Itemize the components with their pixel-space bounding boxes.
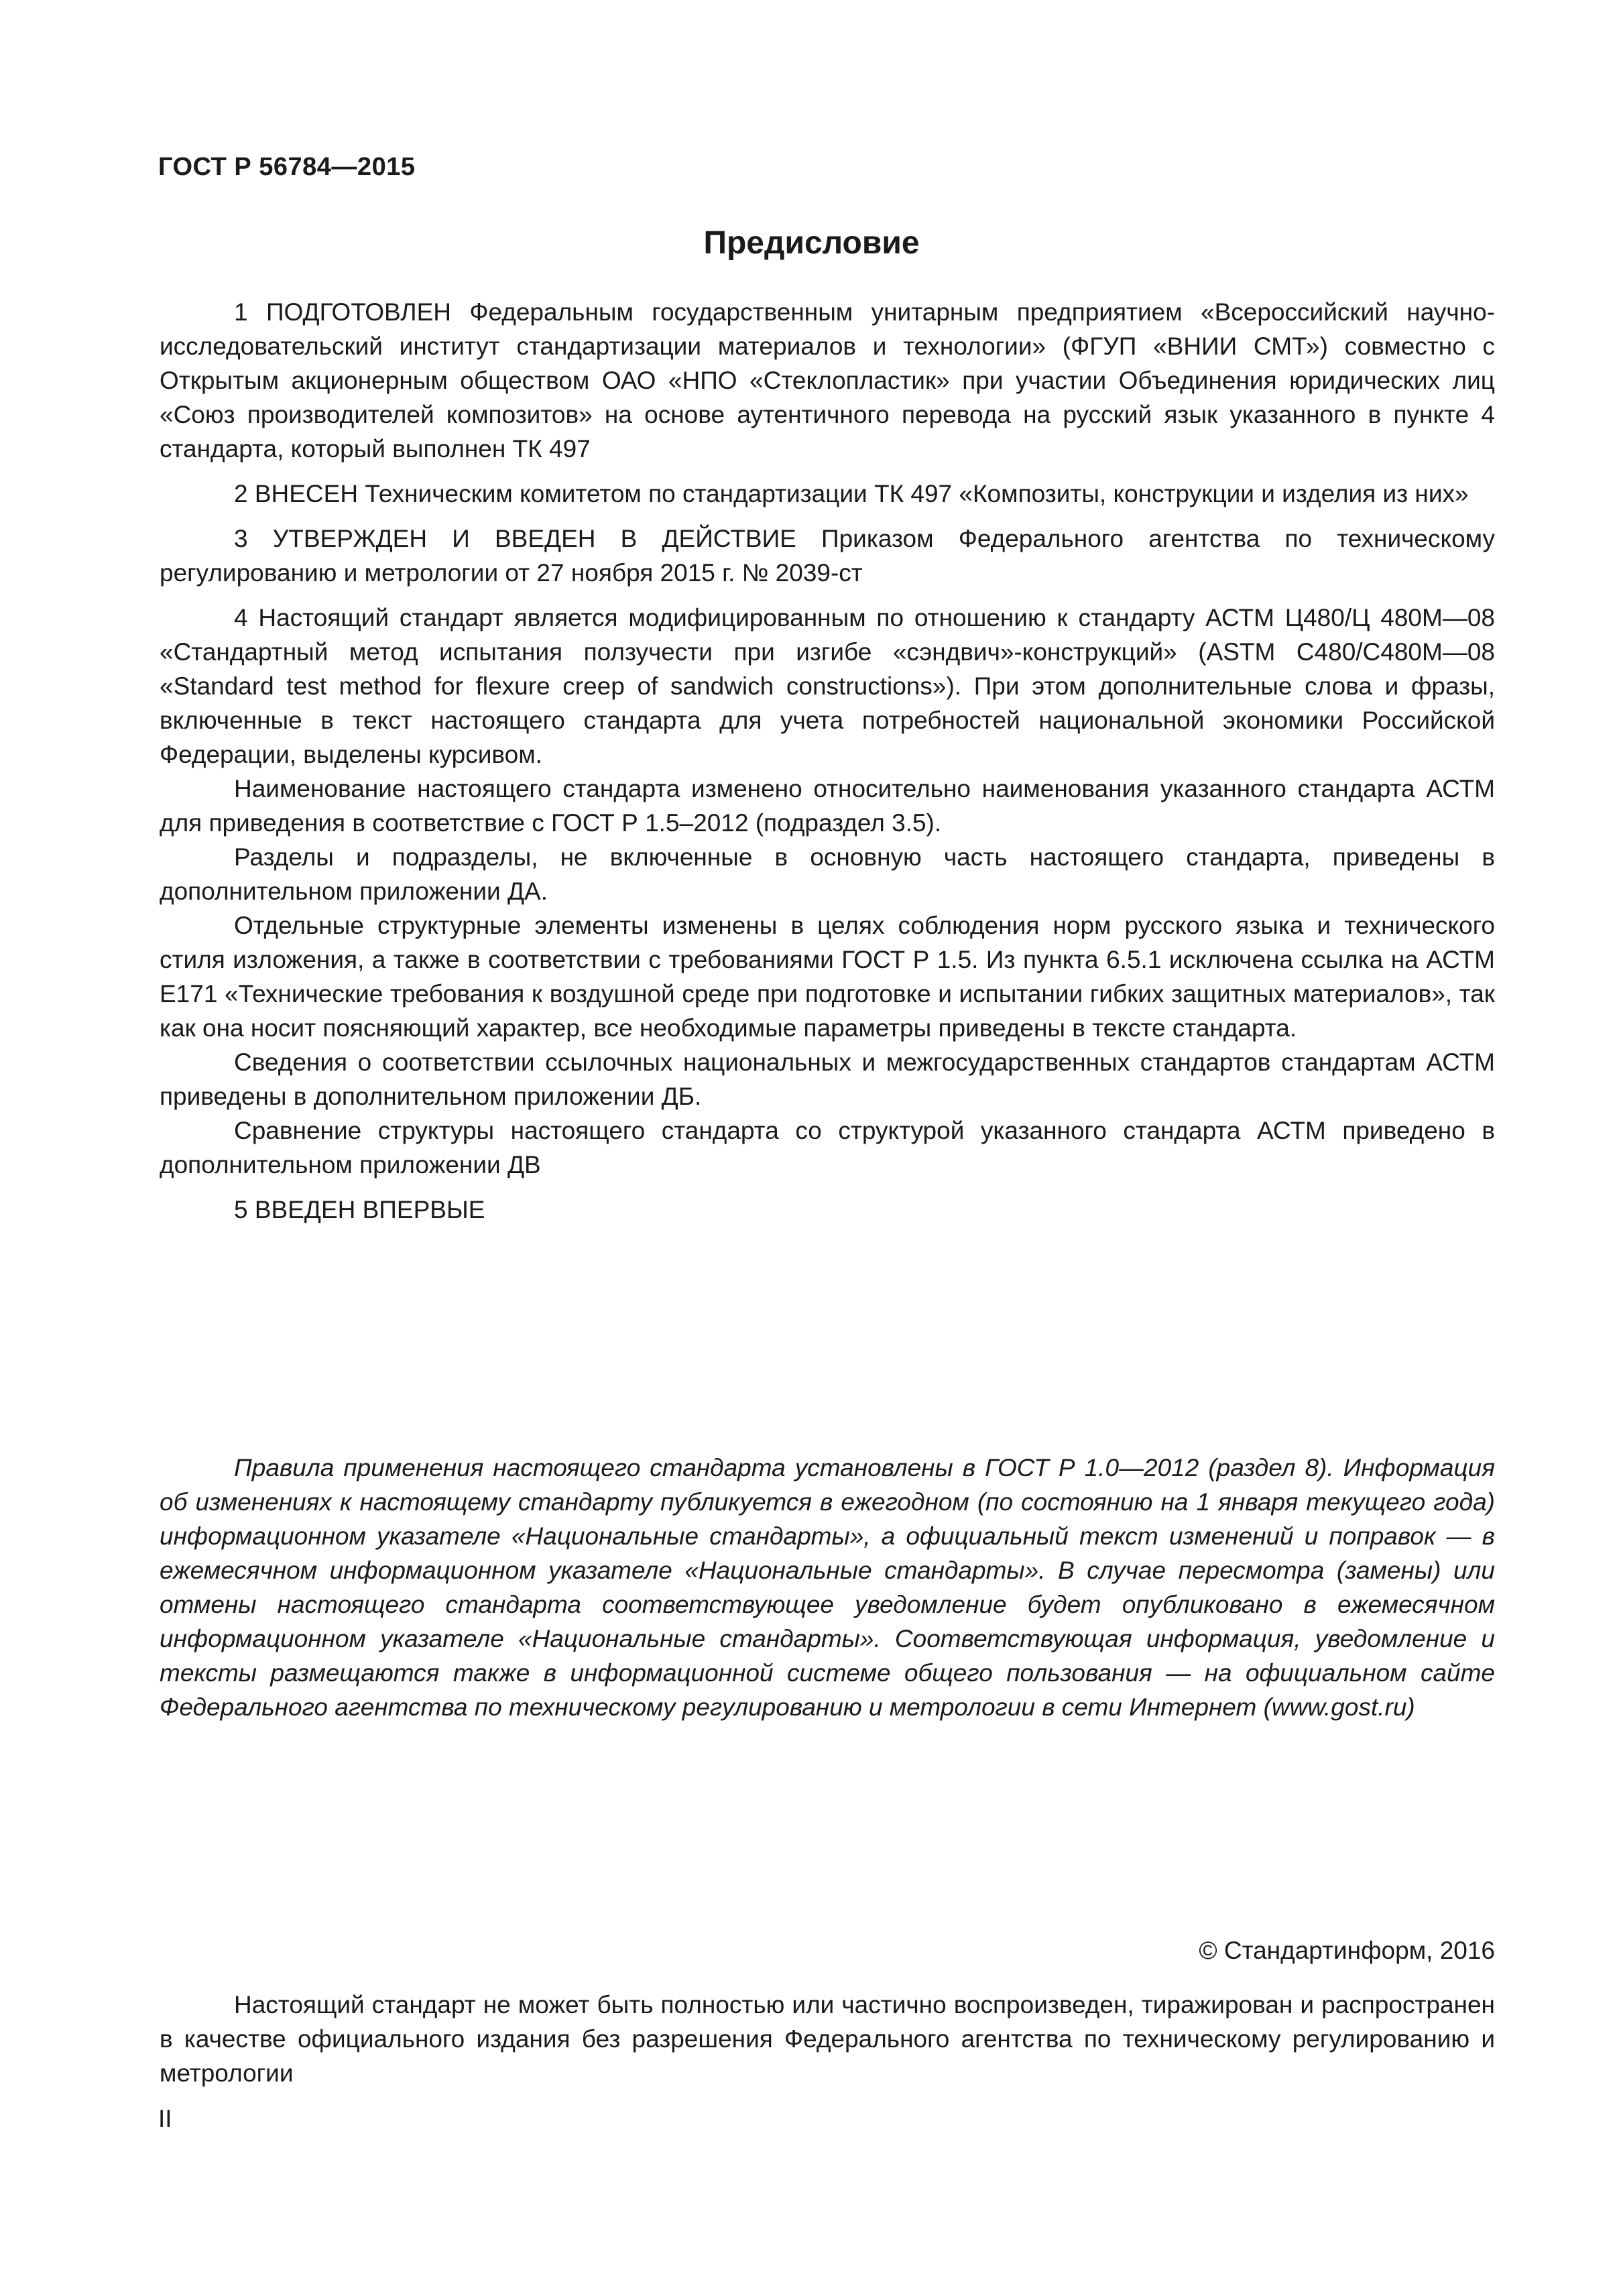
paragraph-4-comparison: Сравнение структуры настоящего стандарта со структурой указанного стандарта АСТМ приведено в дополнительном приложении ДВ [160, 1117, 1495, 1179]
reproduction-notice-text: Настоящий стандарт не может быть полностью или частично воспроизведен, тиражирован и распространен в качестве официального издания без разрешения Федерального агентства по техническому регулированию и метрологии [160, 1991, 1495, 2087]
reproduction-notice [160, 1988, 1495, 2090]
standard-code: ГОСТ Р 56784—2015 [158, 153, 416, 181]
paragraph-4-references: Сведения о соответствии ссылочных национальных и межгосударственных стандартов стандартам АСТМ приведены в дополнительном приложении ДБ. [160, 1048, 1495, 1110]
page-number: II [158, 2105, 172, 2132]
paragraph-1-prepared: 1 ПОДГОТОВЛЕН Федеральным государственным унитарным предприятием «Всероссийский научно-исследовательский институт стандартизации материалов и технологии» (ФГУП «ВНИИ СМТ») совместно с Открытым акционерным обществом ОАО «НПО «Стеклопластик» при участии Объединения юридических лиц «Союз производителей композитов» на основе аутентичного перевода на русский язык указанного в пункте 4 стандарта, который выполнен ТК 497 [160, 298, 1495, 463]
paragraph-4-name-change: Наименование настоящего стандарта изменено относительно наименования указанного стандарта АСТМ для приведения в соответствие с ГОСТ Р 1.5–2012 (подраздел 3.5). [160, 775, 1495, 837]
rules-notice [160, 1451, 1495, 1724]
paragraph-4-structural: Отдельные структурные элементы изменены в целях соблюдения норм русского языка и технического стиля изложения, а также в соответствии с требованиями ГОСТ Р 1.5. Из пункта 6.5.1 исключена ссылка на АСТМ Е171 «Технические требования к воздушной среде при подготовке и испытании гибких защитных материалов», так как она носит поясняющий характер, все необходимые параметры приведены в тексте стандарта. [160, 912, 1495, 1042]
paragraph-4-modified: 4 Настоящий стандарт является модифицированным по отношению к стандарту АСТМ Ц480/Ц 480М—08 «Стандартный метод испытания ползучести при изгибе «сэндвич»-конструкций» (ASTM C480/C480M—08 «Standard test method for flexure creep of sandwich constructions»). При этом дополнительные слова и фразы, включенные в текст настоящего стандарта для учета потребностей национальной экономики Российской Федерации, выделены курсивом. [160, 604, 1495, 768]
preface-body [160, 295, 1495, 1227]
paragraph-2-submitted: 2 ВНЕСЕН Техническим комитетом по стандартизации ТК 497 «Композиты, конструкции и изделия из них» [234, 480, 1469, 507]
paragraph-5-introduced: 5 ВВЕДЕН ВПЕРВЫЕ [234, 1196, 485, 1223]
paragraph-4-sections: Разделы и подразделы, не включенные в основную часть настоящего стандарта, приведены в дополнительном приложении ДА. [160, 843, 1495, 905]
rules-notice-text: Правила применения настоящего стандарта установлены в ГОСТ Р 1.0—2012 (раздел 8). Информация об изменениях к настоящему стандарту публикуется в ежегодном (по состоянию на 1 января текущего года) информационном указателе «Национальные стандарты», а официальный текст изменений и поправок — в ежемесячном информационном указателе «Национальные стандарты». В случае пересмотра (замены) или отмены настоящего стандарта соответствующее уведомление будет опубликовано в ежемесячном информационном указателе «Национальные стандарты». Соответствующая информация, уведомление и тексты размещаются также в информационной системе общего пользования — на официальном сайте Федерального агентства по техническому регулированию и метрологии в сети Интернет (www.gost.ru) [160, 1454, 1495, 1721]
copyright: © Стандартинформ, 2016 [1199, 1937, 1495, 1964]
page-title: Предисловие [703, 225, 920, 261]
paragraph-3-approved: 3 УТВЕРЖДЕН И ВВЕДЕН В ДЕЙСТВИЕ Приказом Федерального агентства по техническому регулированию и метрологии от 27 ноября 2015 г. № 2039-ст [160, 525, 1495, 587]
